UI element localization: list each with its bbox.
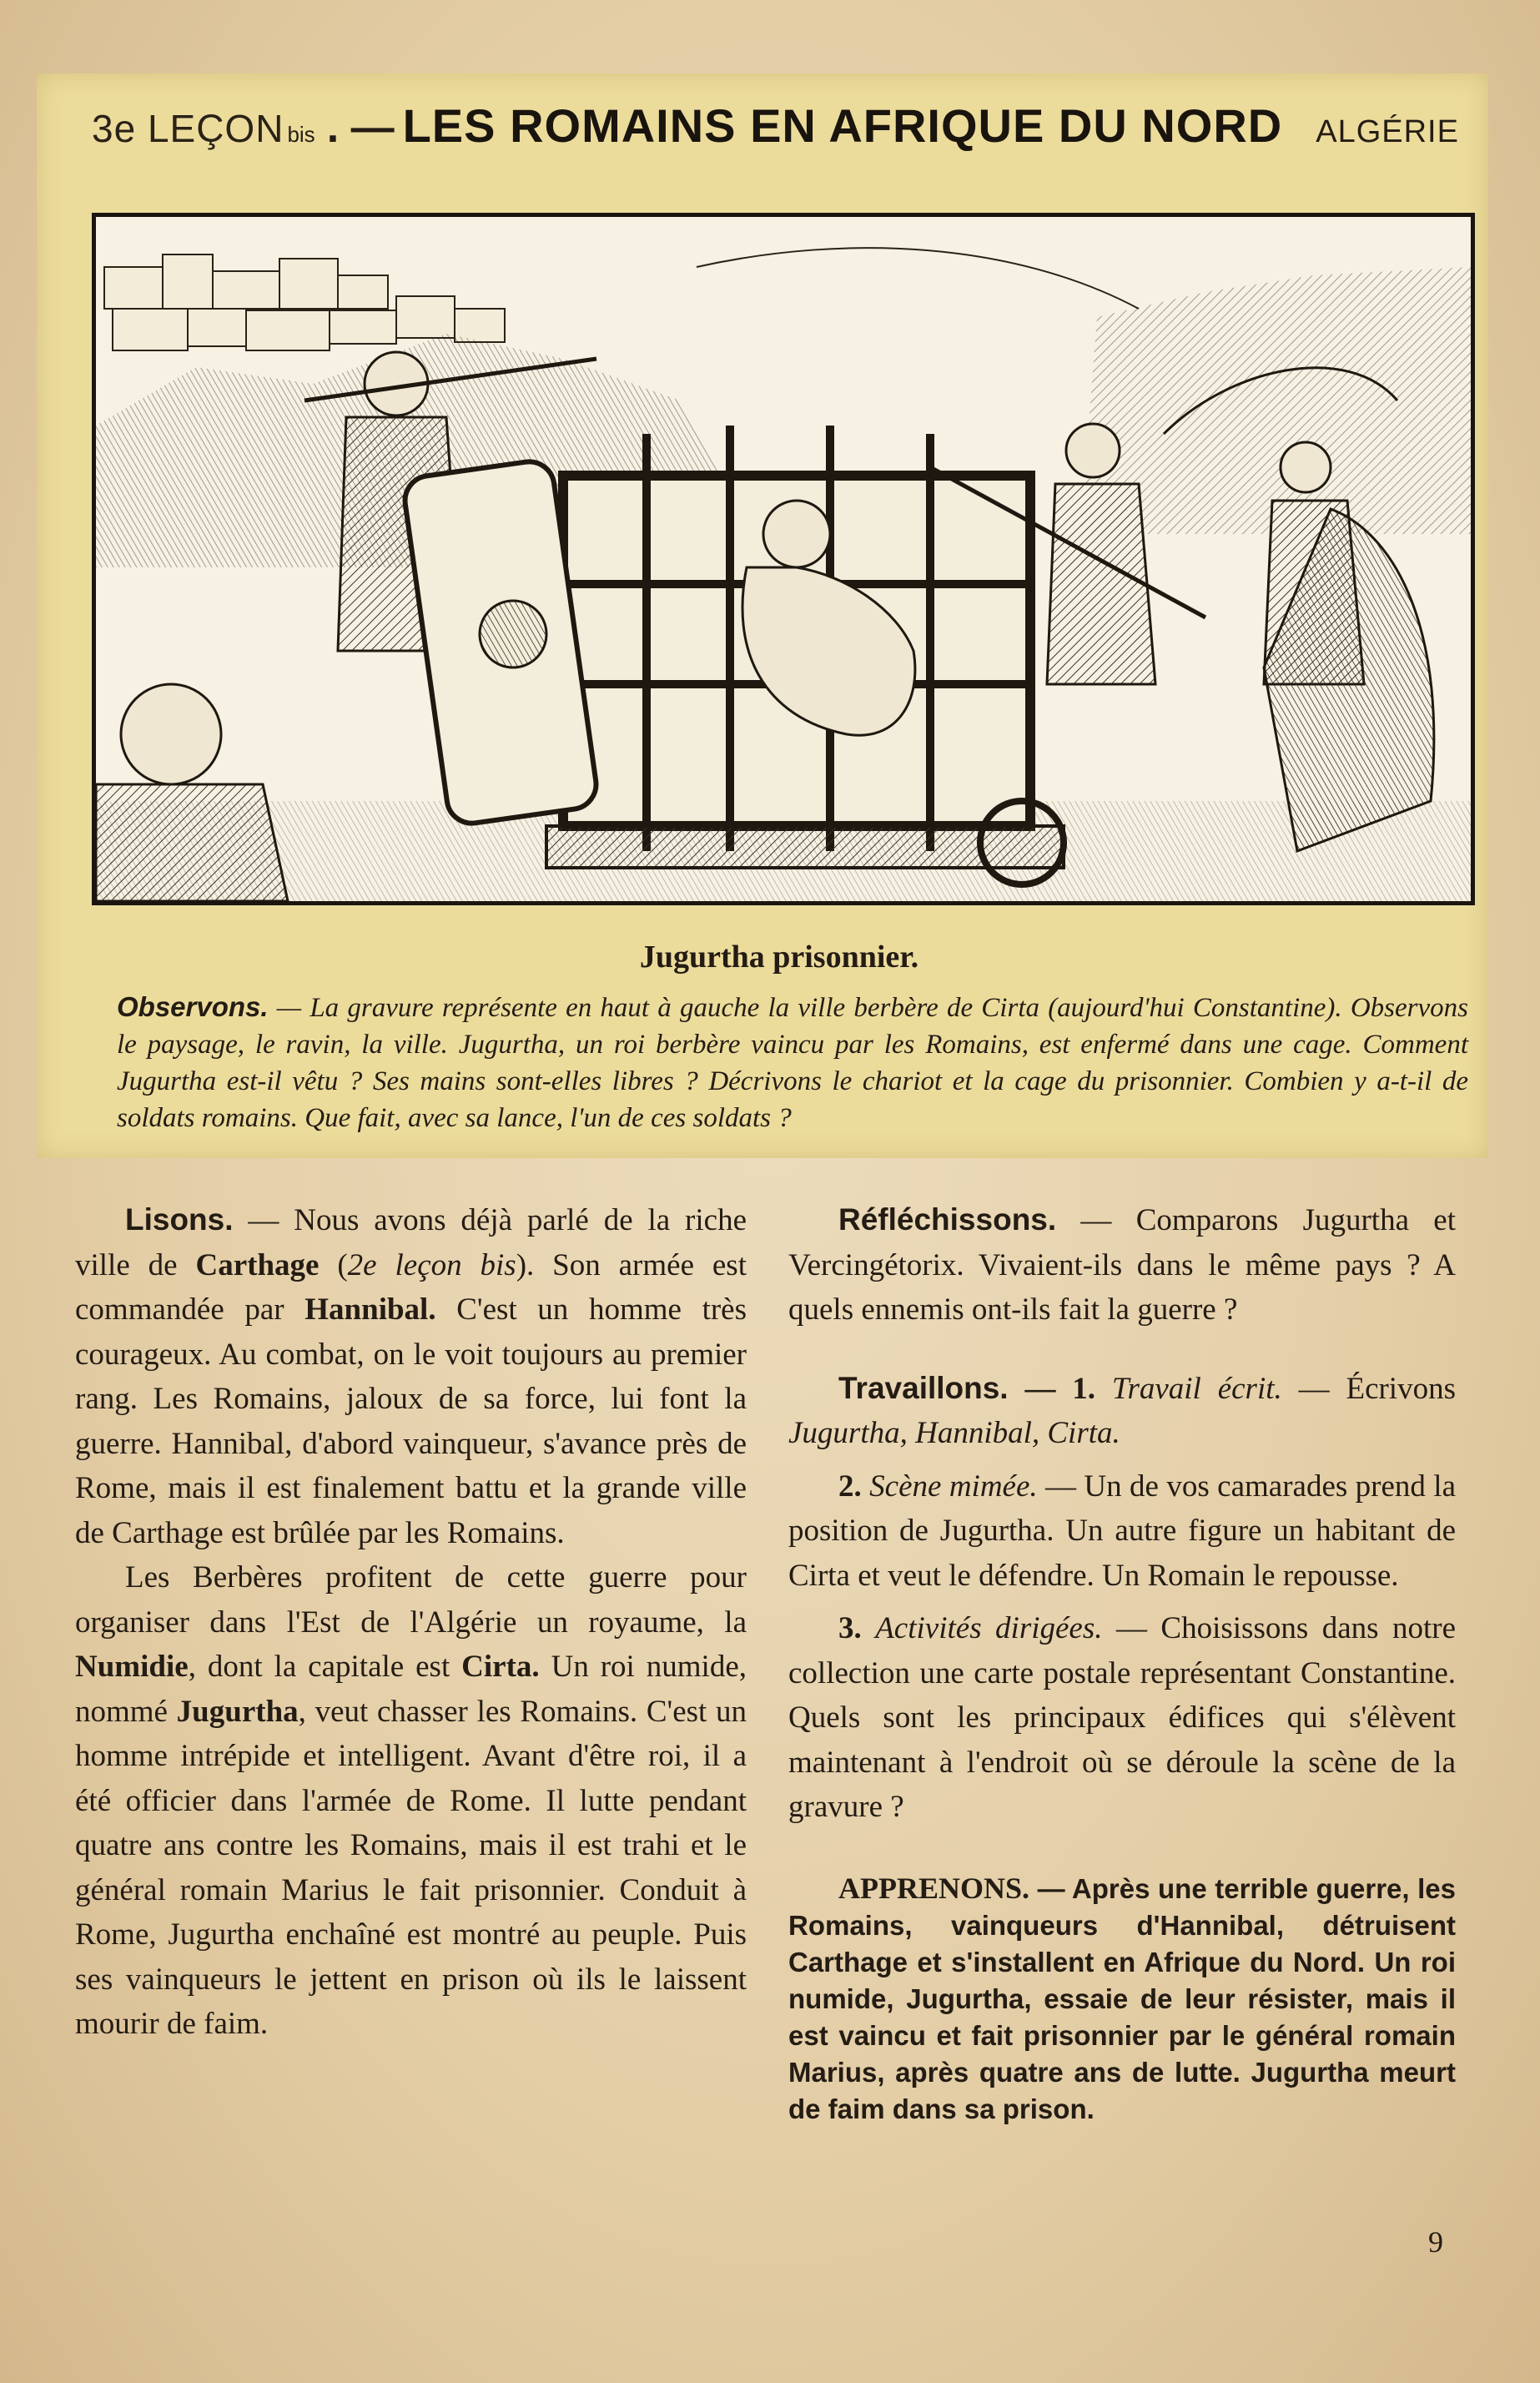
travaillons-lead: Travaillons. [838,1370,1009,1405]
task-3-text: — Choisissons dans notre collection une carte postale représentant Constantine. Quels sont les principaux édifices qui s'élèvent maintenant à l'endroit où se déroule la scène de la gravure ? [788,1611,1456,1824]
apprenons-lead: APPRENONS. [838,1871,1030,1905]
apprenons-paragraph [788,1870,1456,2128]
page-number: 9 [1428,2225,1443,2259]
left-column [75,1197,747,2047]
region-label: ALGÉRIE [1316,114,1459,149]
lisons-text-d: C'est un homme très courageux. Au combat, on le voit toujours au premier rang. Les Romains, jaloux de sa force, lui font la guerre. Hannibal, d'abord vainqueur, s'avance près de Rome, mais il est finalement battu et la grande ville de Carthage est brûlée par les Romains. [75,1292,747,1550]
lesson-header [92,98,1485,174]
berberes-paragraph [75,1555,747,2047]
task-2-text: — Un de vos camarades prend la position de Jugurtha. Un autre figure un habitant de Cirta et veut le défendre. Un Romain le repousse. [788,1469,1456,1593]
figure-caption: Jugurtha prisonnier. [639,940,919,975]
keyword-hannibal: Hannibal. [304,1292,436,1327]
keyword-jugurtha: Jugurtha [176,1694,299,1729]
task-3-label: Activités dirigées. [875,1611,1103,1645]
apprenons-text: — Après une terrible guerre, les Romains, vainqueurs d'Hannibal, détruisent Carthage et s'installent en Afrique du Nord. Un roi numide, Jugurtha, essaie de leur résister, mais il est vaincu et fait prisonnier par le général romain Marius, après quatre ans de lutte. Jugurtha meurt de faim dans sa prison. [788,1872,1456,2124]
berberes-text-d: , veut chasser les Romains. C'est un homme intrépide et intelligent. Avant d'être roi, il a été officier dans l'armée de Rome. Il lutte pendant quatre ans contre les Romains, mais il est trahi et le général romain Marius le fait prisonnier. Conduit à Rome, Jugurtha enchaîné est montré au peuple. Puis ses vainqueurs le jettent en prison où ils le laissent mourir de faim. [75,1694,747,2041]
reflechissons-text: — Comparons Jugurtha et Vercingétorix. Vivaient-ils dans le même pays ? A quels ennemis ont-ils fait la guerre ? [788,1203,1456,1327]
observons-paragraph [117,989,1468,1136]
berberes-text-a: Les Berbères profitent de cette guerre pour organiser dans l'Est de l'Algérie un royaume, la [75,1560,747,1640]
berberes-text-c: Un roi numide, nommé [75,1650,747,1729]
page-title: LES ROMAINS EN AFRIQUE DU NORD [402,99,1283,152]
task-2-paragraph [788,1464,1456,1599]
task-1-words: Jugurtha, Hannibal, Cirta. [788,1416,1120,1450]
travaillons-paragraph [788,1366,1456,1456]
observons-lead: Observons. [117,991,269,1022]
keyword-cirta: Cirta. [461,1650,540,1684]
observons-text: — La gravure représente en haut à gauche la ville berbère de Cirta (aujourd'hui Constantine). Observons le paysage, le ravin, la ville. Jugurtha, un roi berbère vaincu par les Romains, est enfermé dans une cage. Comment Jugurtha est-il vêtu ? Ses mains sont-elles libres ? Décrivons le chariot et la cage du prisonnier. Combien y a-t-il de soldats romains. Que fait, avec sa lance, l'un de ces soldats ? [117,993,1468,1133]
engraving-illustration [92,213,1475,905]
lisons-text-c: ). Son armée est commandée par [75,1247,747,1327]
keyword-carthage: Carthage [195,1247,320,1282]
lisons-lead: Lisons. [125,1202,234,1237]
keyword-numidie: Numidie [75,1650,189,1684]
reflechissons-lead: Réfléchissons. [838,1202,1057,1237]
lesson-reference: 2e leçon bis [347,1247,516,1282]
lisons-text-a: — Nous avons déjà parlé de la riche ville de [75,1203,747,1282]
task-1-label: Travail écrit. [1111,1371,1282,1406]
task-2-number: 2. [838,1469,862,1504]
lisons-text-b: ( [319,1247,348,1282]
task-1-number: — 1. [1008,1371,1096,1406]
lisons-paragraph [75,1197,747,1555]
lesson-number: 3e LEÇON [92,107,284,150]
reflechissons-paragraph [788,1197,1456,1333]
task-1-text: — Écrivons [1281,1371,1456,1406]
task-3-number: 3. [838,1611,862,1645]
task-2-label: Scène mimée. [869,1469,1038,1504]
task-3-paragraph [788,1606,1456,1830]
right-column [788,1197,1456,2128]
lesson-dash: . — [326,103,395,152]
lesson-superscript: bis [287,122,315,147]
berberes-text-b: , dont la capitale est [188,1650,462,1684]
